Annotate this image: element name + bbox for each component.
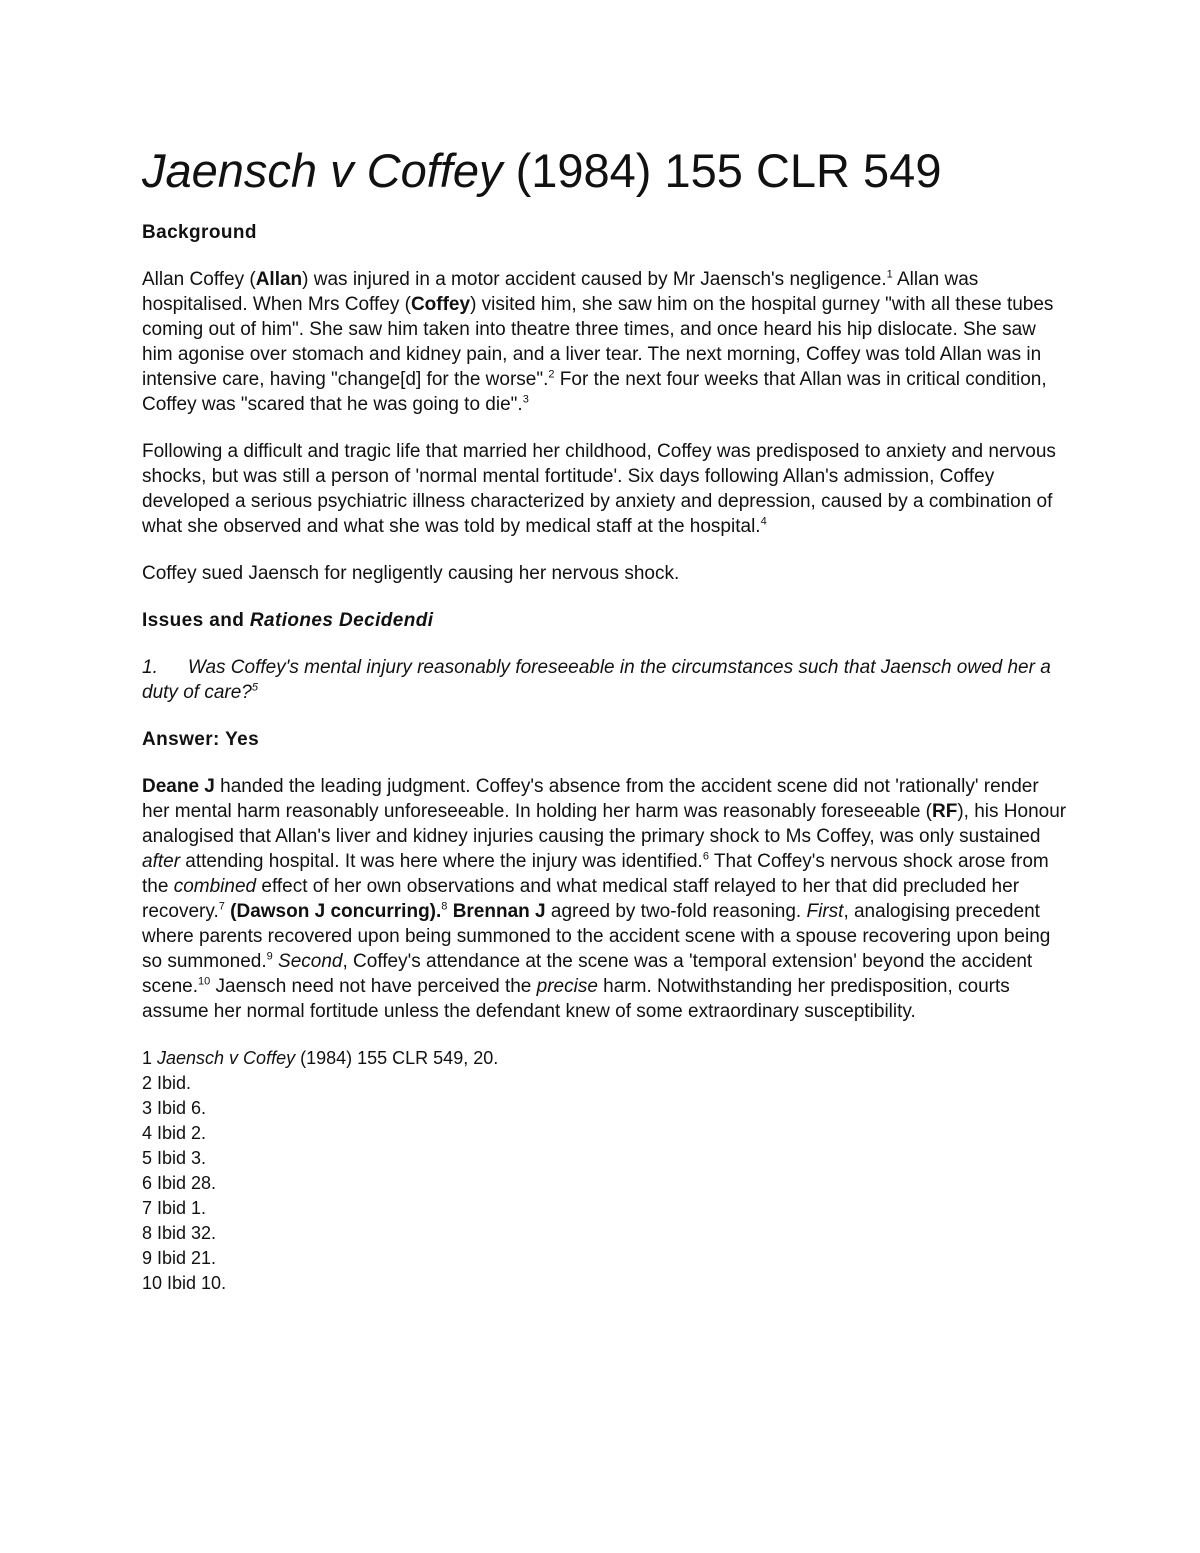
issues-heading xyxy=(142,608,1067,633)
defined-term-coffey: Coffey xyxy=(410,294,471,315)
background-paragraph-3: Coffey sued Jaensch for negligently causing her nervous shock. xyxy=(142,563,680,584)
answer-heading: Answer: Yes xyxy=(142,729,260,750)
text-run: handed the leading judgment. Coffey's absence from the accident scene did not 'rationally' render her mental harm reasonably unforeseeable. In holding her harm was reasonably foreseeable ( xyxy=(142,776,1039,822)
footnote-ref-7[interactable]: 7 xyxy=(218,900,225,913)
background-paragraph-2 xyxy=(142,439,1067,539)
text-run: , Coffey's attendance at the scene was a 'temporal extension' beyond the accident scene. xyxy=(142,951,1033,997)
background-paragraph-1 xyxy=(142,267,1067,417)
text-run: effect of her own observations and what medical staff relayed to her that did precluded her recovery. xyxy=(142,876,1020,922)
footnote-5: 5 Ibid 3. xyxy=(142,1148,207,1168)
text-run: Rationes Decidendi xyxy=(249,610,434,631)
footnote-ref-10[interactable]: 10 xyxy=(197,975,211,988)
text-run: precise xyxy=(536,976,598,997)
text-run: Allan was hospitalised. When Mrs Coffey ( xyxy=(142,269,979,315)
footnote-ref-1[interactable]: 1 xyxy=(886,268,893,281)
text-run: Issues and xyxy=(142,610,250,631)
footnote-ref-5[interactable]: 5 xyxy=(251,681,258,694)
footnote-ref-4[interactable]: 4 xyxy=(760,515,767,528)
issue-number: 1. xyxy=(142,657,158,678)
text-run: 1 xyxy=(142,1048,158,1068)
judge-name: Brennan J xyxy=(452,901,546,922)
text-run: after xyxy=(142,851,181,872)
footnote-2: 2 Ibid. xyxy=(142,1073,192,1093)
text-run: First xyxy=(806,901,844,922)
footnote-6: 6 Ibid 28. xyxy=(142,1173,217,1193)
footnote-7: 7 Ibid 1. xyxy=(142,1198,207,1218)
case-citation: (1984) 155 CLR 549 xyxy=(502,144,942,197)
footnote-4: 4 Ibid 2. xyxy=(142,1123,207,1143)
text-run: ) was injured in a motor accident caused by Mr Jaensch's negligence. xyxy=(302,269,887,290)
issue-1 xyxy=(142,655,1067,705)
text-run: Following a difficult and tragic life that married her childhood, Coffey was predisposed to anxiety and nervous shocks, but was still a person of 'normal mental fortitude'. Six days following Allan's admission, Coffey developed a serious psychiatric illness characterized by anxiety and depression, caused by a combination of what she observed and what she was told by medical staff at the hospital. xyxy=(142,441,1056,537)
footnote-1 xyxy=(142,1046,1067,1071)
footnote-ref-9[interactable]: 9 xyxy=(266,950,273,963)
footnote-ref-3[interactable]: 3 xyxy=(522,393,529,406)
footnote-ref-6[interactable]: 6 xyxy=(702,850,709,863)
text-run: Second xyxy=(278,951,343,972)
text-run: ) visited him, she saw him on the hospital gurney "with all these tubes coming out of him". She saw him taken into theatre three times, and once heard his hip dislocate. She saw him agonise over stomach and kidney pain, and a liver tear. The next morning, Coffey was told Allan was in intensive care, having "change[d] for the worse". xyxy=(142,294,1054,390)
judge-name: Deane J xyxy=(142,776,215,797)
background-heading: Background xyxy=(142,222,257,243)
footnote-ref-8[interactable]: 8 xyxy=(441,900,448,913)
footnote-3: 3 Ibid 6. xyxy=(142,1098,207,1118)
text-run: Allan Coffey ( xyxy=(142,269,256,290)
text-run: agreed by two-fold reasoning. xyxy=(545,901,807,922)
defined-term-rf: RF xyxy=(932,801,958,822)
issue-text: Was Coffey's mental injury reasonably foreseeable in the circumstances such that Jaensch owed her a duty of care? xyxy=(142,657,1051,703)
text-run: combined xyxy=(173,876,257,897)
text-run: Jaensch need not have perceived the xyxy=(210,976,537,997)
text-run: (1984) 155 CLR 549, 20. xyxy=(295,1048,499,1068)
case-name: Jaensch v Coffey xyxy=(142,144,503,197)
footnote-ref-2[interactable]: 2 xyxy=(548,368,555,381)
defined-term-allan: Allan xyxy=(255,269,303,290)
text-run: ), his Honour analogised that Allan's liver and kidney injuries causing the primary shock to Ms Coffey, was only sustained xyxy=(142,801,1067,847)
text-run: harm. Notwithstanding her predisposition, courts assume her normal fortitude unless the defendant knew of some extraordinary susceptibility. xyxy=(142,976,1010,1022)
footnotes-list xyxy=(142,1046,1067,1296)
footnote-10: 10 Ibid 10. xyxy=(142,1273,227,1293)
footnote-9: 9 Ibid 21. xyxy=(142,1248,217,1268)
footnote-8: 8 Ibid 32. xyxy=(142,1223,217,1243)
judge-name: (Dawson J concurring). xyxy=(230,901,442,922)
text-run: , analogising precedent where parents recovered upon being summoned to the accident scene with a spouse recovering upon being so summoned. xyxy=(142,901,1051,972)
text-run: Jaensch v Coffey xyxy=(157,1048,296,1068)
text-run: For the next four weeks that Allan was in critical condition, Coffey was "scared that he was going to die". xyxy=(142,369,1047,415)
document-title xyxy=(142,140,1067,202)
document-page xyxy=(142,140,1067,1296)
text-run: attending hospital. It was here where the injury was identified. xyxy=(180,851,703,872)
judgment-paragraph xyxy=(142,774,1067,1024)
text-run: That Coffey's nervous shock arose from the xyxy=(142,851,1049,897)
